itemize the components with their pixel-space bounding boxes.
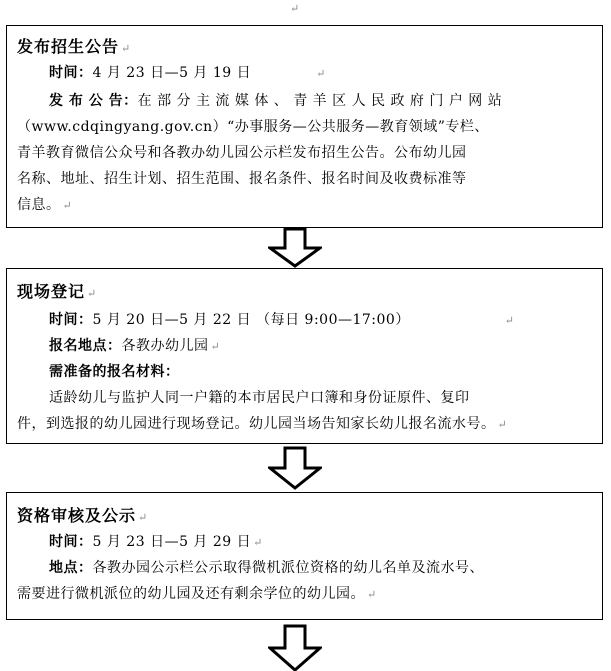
- announce-line: [17, 142, 467, 162]
- paragraph-mark-icon: ↵: [367, 588, 377, 601]
- paragraph-mark-icon: ↵: [121, 42, 132, 55]
- announce-line: [17, 168, 467, 188]
- location-value: 各教办幼儿园: [121, 338, 209, 354]
- section-title: [17, 34, 131, 57]
- announce-line: [17, 194, 72, 214]
- down-arrow-icon: [268, 620, 322, 671]
- time-row: [49, 62, 326, 82]
- place-line: [17, 583, 377, 603]
- place-label: 地点：: [49, 560, 93, 576]
- materials-line: [17, 413, 507, 433]
- paragraph-mark-icon: ↵: [504, 314, 515, 327]
- time-label: 时间：: [49, 65, 93, 81]
- announce-text: 名称、地址、招生计划、招生范围、报名条件、报名时间及收费标准等: [17, 171, 467, 187]
- announce-text: （www.cdqingyang.gov.cn）“办事服务—公共服务—教育领域”专栏、: [17, 119, 489, 135]
- announce-text: 青羊教育微信公众号和各教办幼儿园公示栏发布招生公告。公布幼儿园: [17, 145, 467, 161]
- place-text: 各教办园公示栏公示取得微机派位资格的幼儿名单及流水号、: [92, 560, 484, 576]
- section-title-text: 发布招生公告: [17, 37, 120, 56]
- announce-label: 发 布 公 告：: [49, 93, 138, 109]
- section-registration-box: [6, 268, 603, 444]
- paragraph-mark-icon: ↵: [62, 199, 73, 212]
- materials-row: [49, 361, 180, 381]
- announce-line: [17, 116, 489, 136]
- section-announcement-box: [6, 25, 603, 228]
- time-row: [49, 309, 515, 329]
- place-text: 需要进行微机派位的幼儿园及还有剩余学位的幼儿园。: [17, 586, 365, 602]
- paragraph-mark-icon: ↵: [253, 536, 263, 549]
- time-value: 4 月 23 日—5 月 19 日: [92, 65, 252, 81]
- time-row: [49, 531, 263, 551]
- down-arrow-icon: [268, 444, 322, 492]
- paragraph-mark-icon: ↵: [138, 511, 149, 524]
- announce-text: 在 部 分 主 流 媒 体 、 青 羊 区 人 民 政 府 门 户 网 站: [137, 93, 503, 109]
- down-arrow-icon: [268, 228, 322, 268]
- section-title-text: 资格审核及公示: [17, 506, 137, 525]
- paragraph-mark-icon: ↵: [290, 2, 300, 15]
- section-review-box: [6, 492, 603, 620]
- announce-text: 信息。: [17, 197, 61, 213]
- location-row: [49, 335, 220, 355]
- paragraph-mark-icon: ↵: [210, 340, 221, 353]
- paragraph-mark-icon: ↵: [316, 67, 326, 80]
- materials-text: 件，到选报的幼儿园进行现场登记。幼儿园当场告知家长幼儿报名流水号。: [17, 416, 496, 432]
- section-title-text: 现场登记: [17, 282, 86, 301]
- paragraph-mark-icon: ↵: [87, 287, 98, 300]
- time-value: 5 月 20 日—5 月 22 日 （每日 9:00—17:00）: [92, 312, 410, 328]
- section-title: [17, 279, 97, 302]
- time-label: 时间：: [49, 534, 93, 550]
- announce-row: [49, 90, 502, 110]
- materials-label: 需准备的报名材料：: [49, 364, 180, 380]
- location-label: 报名地点：: [49, 338, 122, 354]
- materials-line: [49, 387, 470, 407]
- time-value: 5 月 23 日—5 月 29 日: [92, 534, 252, 550]
- place-row: [49, 557, 484, 577]
- paragraph-mark-icon: ↵: [497, 418, 508, 431]
- time-label: 时间：: [49, 312, 93, 328]
- section-title: [17, 503, 148, 526]
- materials-text: 适龄幼儿与监护人同一户籍的本市居民户口簿和身份证原件、复印: [49, 390, 470, 406]
